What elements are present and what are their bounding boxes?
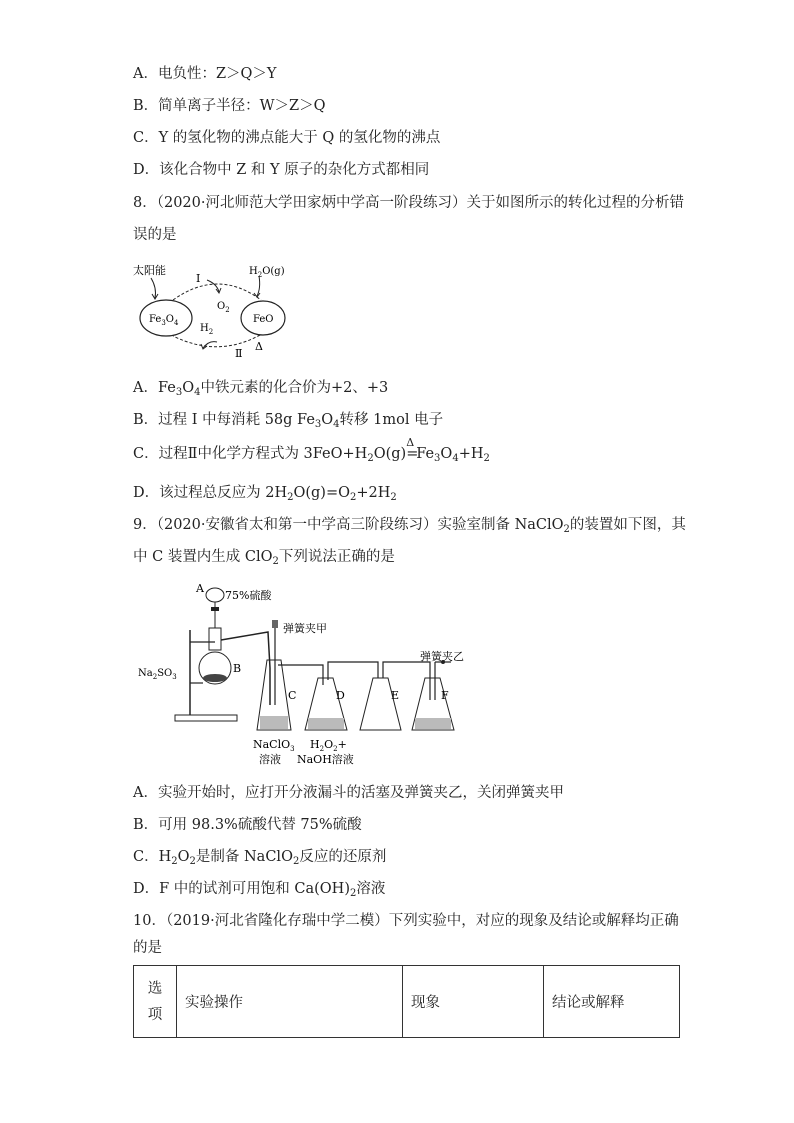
q8-option-d: D．该过程总反应为 $2H_2O(g)=O_2+2H_2$ (133, 485, 397, 503)
q10-stem-line2: 的是 (133, 940, 162, 956)
naclo3-solution-label: 溶液 (259, 753, 281, 766)
fe3o4-label: $Fe_3O_4$ (149, 314, 179, 327)
q9-option-a: A．实验开始时，应打开分液漏斗的活塞及弹簧夹乙，关闭弹簧夹甲 (133, 785, 564, 801)
h2o2-label: $H_2O_2+$ (310, 738, 347, 753)
q7-option-b: B．简单离子半径：W＞Z＞Q (133, 98, 326, 114)
table-header-row (134, 966, 680, 1038)
q7-option-a: A．电负性：Z＞Q＞Y (133, 66, 277, 82)
q9-stem-line2: 中 C 装置内生成 ClO$_2$下列说法正确的是 (133, 549, 395, 567)
header-operation: 实验操作 (177, 966, 403, 1038)
step2-label: Ⅱ (235, 347, 243, 360)
tube-d-e (328, 662, 378, 680)
h2o-label: $H_2O(g)$ (249, 266, 285, 279)
upper-dashed-arc (173, 284, 261, 300)
label-c: C (288, 689, 297, 702)
header-phenomenon: 现象 (403, 966, 544, 1038)
sun-label: 太阳能 (133, 264, 166, 277)
label-e: E (391, 689, 400, 702)
clamp1-label: 弹簧夹甲 (283, 622, 327, 635)
h2-label: $H_2$ (200, 323, 214, 336)
q9-apparatus-diagram (133, 580, 468, 770)
q9-option-b: B．可用 98.3%硫酸代替 75%硫酸 (133, 817, 362, 833)
label-f: F (441, 689, 449, 702)
q8-option-b: B．过程 I 中每消耗 58g $Fe_3O_4$转移 1mol 电子 (133, 412, 444, 430)
na2so3-label: $Na_2SO_3$ (138, 668, 177, 681)
q7-option-c: C．Y 的氢化物的沸点能大于 Q 的氢化物的沸点 (133, 130, 441, 146)
sun-arrow (151, 278, 156, 298)
naoh-label: NaOH溶液 (297, 753, 354, 766)
q10-stem-line1: 10．（2019·河北省隆化存瑞中学二模）下列实验中，对应的现象及结论或解释均正确 (133, 913, 679, 929)
acid-label: 75%硫酸 (225, 589, 272, 602)
q8-option-a: A．$Fe_3O_4$中铁元素的化合价为+2、+3 (133, 380, 389, 398)
q7-option-d: D．该化合物中 Z 和 Y 原子的杂化方式都相同 (133, 162, 430, 178)
q8-cycle-diagram (133, 258, 313, 363)
label-a: A (196, 582, 204, 595)
q10-table (133, 965, 680, 1038)
q9-option-c: C．$H_2O_2$是制备 NaClO$_2$反应的还原剂 (133, 849, 387, 867)
q8-option-c: C．过程Ⅱ中化学方程式为 $3FeO+H_2O(g)$ Δ $=Fe_3O_4+H_2$ (133, 436, 490, 464)
flask-neck (209, 628, 221, 650)
step1-label: Ⅰ (196, 272, 201, 285)
delta-label: Δ (255, 340, 263, 353)
o2-label: $O_2$ (217, 301, 230, 314)
naclo3-label: NaClO$_3$ (253, 738, 295, 753)
label-b: B (233, 662, 242, 675)
tube-c-d (278, 665, 323, 685)
tube-b-c (221, 632, 270, 705)
header-option: 选 项 (134, 966, 177, 1038)
header-conclusion: 结论或解释 (544, 966, 680, 1038)
stand-base (175, 715, 237, 721)
flask-e (360, 678, 401, 730)
label-d: D (336, 689, 345, 702)
clamp-1 (272, 620, 278, 628)
h2o-arrow (257, 276, 260, 296)
q8-stem-line1: 8．（2020·河北师范大学田家炳中学高一阶段练习）关于如图所示的转化过程的分析错 (133, 195, 684, 211)
q9-option-d: D．F 中的试剂可用饱和 $Ca(OH)_2$溶液 (133, 881, 386, 899)
funnel-bulb (206, 588, 224, 602)
feo-label: FeO (253, 314, 274, 325)
clamp2-label: 弹簧夹乙 (420, 650, 464, 663)
q8-stem-line2: 误的是 (133, 227, 177, 243)
q9-stem-line1: 9．（2020·安徽省太和第一中学高三阶段练习）实验室制备 NaClO$_2$的装置如下图，其 (133, 517, 686, 535)
lower-dashed-arc (173, 335, 260, 347)
